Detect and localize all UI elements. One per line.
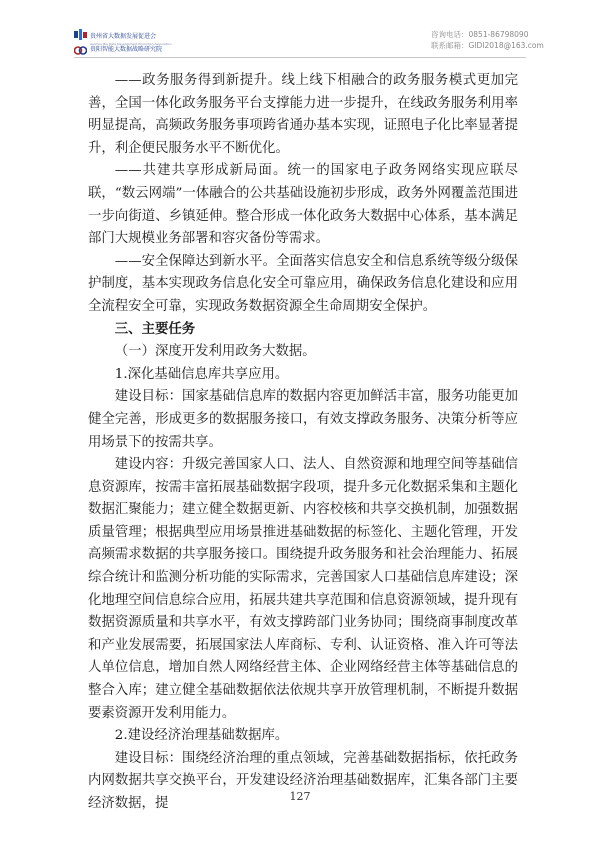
- paragraph-gov-services: ——政务服务得到新提升。线上线下相融合的政务服务模式更加完善，全国一体化政务服务平台支撑能力进一步提升，在线政务服务利用率明显提高，高频政务服务事项跨省通办基本实现，证照电子化比率显著提升，利企便民服务水平不断优化。: [88, 73, 518, 156]
- paragraph-content-basic-info-db: 建设内容：升级完善国家人口、法人、自然资源和地理空间等基础信息资源库，按需丰富拓展基础数据字段项，提升多元化数据采集和主题化数据汇聚能力；建立健全数据更新、内容校核和共享交换机制，加强数据质量管理；根据典型应用场景推进基础数据的标签化、主题化管理，开发高频需求数据的共享服务接口。围绕提升政务服务和社会治理能力、拓展综合统计和监测分析功能的实际需求，完善国家人口基础信息库建设；深化地理空间信息综合应用，拓展共建共享范围和信息资源领域，提升现有数据资源质量和共享水平，有效支撑跨部门业务协同；围绕商事制度改革和产业发展需要，拓展国家法人库商标、专利、认证资格、准入许可等法人单位信息，增加自然人网络经营主体、企业网络经营主体等基础信息的整合入库；建立健全基础数据依法依规共享开放管理机制，不断提升数据要素资源开发利用能力。: [88, 457, 518, 721]
- contact-phone: 咨询电话：0851-86798090: [431, 30, 529, 39]
- paragraph-co-construction: ——共建共享形成新局面。统一的国家电子政务网络实现应联尽联，“数云网端”一体融合的公共基础设施初步形成，政务外网覆盖范围进一步向街道、乡镇延伸。整合形成一体化政务大数据中心体系，基本满足部门大规模业务部署和容灾备份等需求。: [88, 163, 518, 247]
- page-header: [0, 0, 600, 60]
- page-number: 127: [289, 790, 311, 803]
- subsection-heading-gov-big-data: （一）深度开发利用政务大数据。: [114, 344, 316, 360]
- logo-row-institute: [74, 43, 172, 57]
- item-heading-economic-db: 2.建设经济治理基础数据库。: [114, 728, 289, 744]
- header-divider: [74, 57, 526, 58]
- paragraph-security: ——安全保障达到新水平。全面落实信息安全和信息系统等级分级保护制度，基本实现政务信息化安全可靠应用，确保政务信息化建设和应用全流程安全可靠，实现政务数据资源全生命周期安全保护。: [88, 253, 518, 314]
- paragraph-goal-basic-info-db: 建设目标：国家基础信息库的数据内容更加鲜活丰富，服务功能更加健全完善，形成更多的数据服务接口，有效支撑政务服务、决策分析等应用场景下的按需共享。: [88, 389, 518, 450]
- document-body: [88, 70, 518, 816]
- association-logo-icon: [74, 29, 87, 40]
- logo-group: [74, 27, 172, 59]
- section-heading-main-tasks: 三、主要任务: [114, 321, 196, 337]
- institute-name: 贵阳智能大数据战略研究院: [90, 46, 163, 53]
- logo-row-association: [74, 27, 172, 46]
- item-heading-basic-info-db: 1.深化基础信息库共享应用。: [114, 366, 289, 382]
- contact-email[interactable]: 联系邮箱：GIDI2018@163.com: [431, 41, 544, 50]
- contact-info: [431, 29, 544, 51]
- institute-logo-icon: [74, 45, 87, 56]
- paragraph-goal-economic-db: 建设目标：围绕经济治理的重点领域，完善基础数据指标，依托政务内网数据共享交换平台，开发建设经济治理基础数据库，汇集各部门主要经济数据，提: [88, 750, 518, 811]
- association-name-en: Guizhou Big Data Development Promotion Association: [90, 41, 172, 46]
- association-name: 贵州省大数据发展促进会: [90, 32, 157, 40]
